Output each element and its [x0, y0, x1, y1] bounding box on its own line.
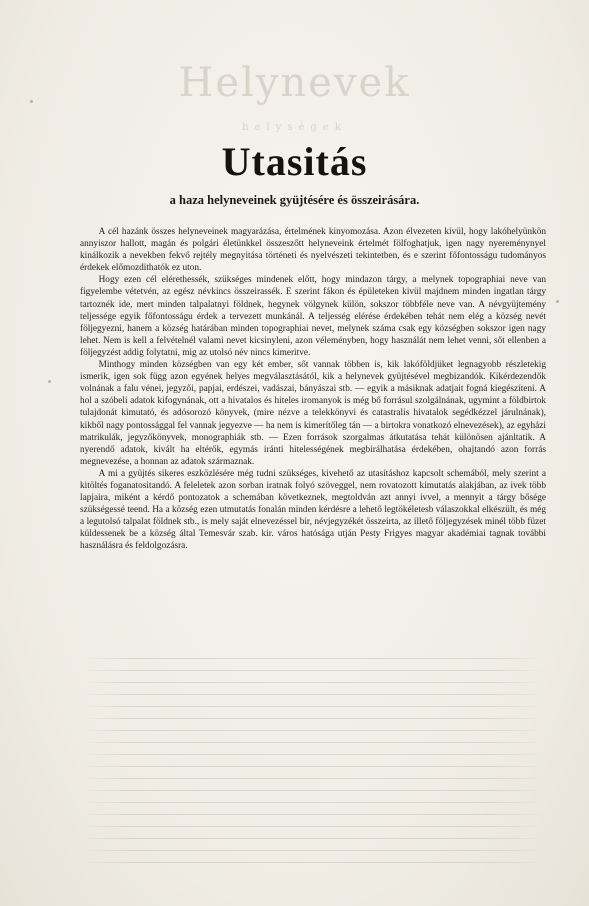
bleed-through-subheading: helységek: [242, 122, 347, 133]
paragraph-informants-sources: Minthogy minden községben van egy két ember, sőt vannak többen is, kik lakóföldjüket legnagyobb részletekig ismerik, igen sok függ azon egyének helyes megválasztásától, kik a helynevek gyüjtésével megbizandók. Kikérdezendők volnának a falu vénei, jegyzői, papjai, erdészei, vadászai, bányászai stb. — egyik a másiknak adatjait fogná kiegészíteni. A hol a szóbeli adatok kifogynának, ott a hivatalos és hiteles iromanyok is még bő forrásul szolgálnának, ugymint a földbirtok tulajdonát kimutató, és adósorozó könyvek, (mire nézve a telekkönyvi és catastralis hivatalok segédkézzel járulnának), kikből nagy pontossággal fel vannak jegyezve — ha nem is kimerítőleg tán — a birtokra vonatkozó elnevezések), az egyházi matrikulák, jegyzőkönyvek, monographiák stb. — Ezen források szorgalmas átkutatása tehát különösen ajánltatik. A nyerendő adatok, kivált ha eltérők, egymás iránti hitelességének megbirálhatása érdekében, ohajtandó azon forrás megnevezése, a honnan az adatok származnak.: [80, 360, 546, 467]
paper-speck: [30, 100, 33, 103]
paper-speck: [48, 380, 51, 383]
body-text: [80, 226, 546, 553]
paragraph-collection-scope: Hogy ezen cél elérethessék, szükséges mindenek előtt, hogy mindazon tárgy, a melynek topographiai neve van figyelembe vétetvén, az egész névkincs összeirassék. E szerint fákon és épületeken kivül majdnem minden ingatlan tárgy tartoznék ide, mert minden talpalatnyi földnek, hegynek völgynek külön, sokszor többféle neve van. A névgyüjtemény teljessége egyik főfontosságu érdek a tervezett munkánál. A teljesség elérése érdekében tehát nem elég a község nevét följegyezni, hanem a község határában minden topographiai nevet, melynek száma csak egy községben sokszor igen nagy lehet. Nem is kell a felvételnél valami nevet kicsinyleni, azon véleményben, hogy használát nem lehet venni, sőt ellenben a följegyzést addig folytatni, mig az utolsó név nincs kimeritve.: [80, 275, 546, 358]
paragraph-submission: A mi a gyüjtés sikeres eszközlésére még tudni szükséges, kivehető az utasításhoz kapcsolt schemából, mely szerint a kitöltés foganatositandó. A feleletek azon sorban iratnak folyó szöveggel, nem rovatozott kimutatás alakjában, az ivek több lapjaira, miként a kérdő pontozatok a schemában következnek, megtoldván azt annyi ivvel, a mennyit a tárgy bősége szükségessé teend. Ha a község ezen utmutatás fonalán minden kérdésre a lehető legtökéletesb válaszokkal elkészült, és még a legutolsó talpalat földnek stb., is mely saját elnevezéssel bir, névjegyzékét összeirta, az illető följegyzések minél több füzet küldessenek be a község által Temesvár szab. kir. város hatósága utján Pesty Frigyes magyar akadémiai tagnak további használásra és feldolgozásra.: [80, 468, 546, 552]
bleed-through-lines: [82, 658, 544, 874]
paragraph-purpose: A cél hazánk összes helyneveinek magyarázása, értelmének kinyomozása. Azon élvezeten kivül, hogy lakóhelyünkön annyiszor hallott, magán és polgári életünkkel összeszőtt helyneveink értelmét fölfoghatjuk, igen nagy nyereménynyel kinálkozik a nevekben fekvő rejtély megnyitása történeti és nyelvészeti tekintetben, és e szerint főfontosságu tudományos érdekek előmozdithatók ez uton.: [80, 227, 546, 274]
page-title: Utasitás: [221, 139, 368, 184]
paper-speck: [556, 300, 559, 303]
page-subtitle: a haza helyneveinek gyüjtésére és összeirására.: [169, 193, 420, 207]
bleed-through-heading: Helynevek: [178, 60, 411, 106]
